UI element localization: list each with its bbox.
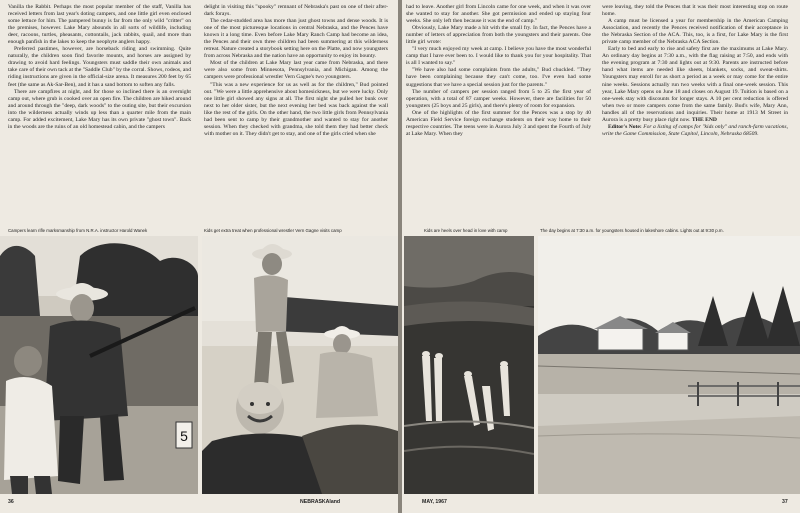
editors-note-label: Editor's Note:: [608, 123, 642, 130]
the-end-mark: THE END: [691, 116, 717, 123]
right-column-1: [406, 4, 591, 138]
target-number: 5: [180, 428, 188, 444]
photo-swimming-kids: [404, 236, 534, 494]
paragraph: There are campfires at night, and for those so inclined there is an overnight camp out, where grub is cooked over an open fire. The children are hiked around and around through the "deep, dark woods" to the outing site, but their excursion into the wilderness actually winds up less than a quarter mile from the main camp. For added excitement, Lake Mary has its own private "ghost town". Back in the woods are the ruins of an old homestead cabin, and the campers: [8, 88, 191, 130]
paragraph: had to leave. Another girl from Lincoln came for one week, and when it was over she wanted to stay for another. She got permission and ended up staying four weeks. She only left then because it was the end of camp.": [406, 4, 591, 25]
left-column-1: [8, 4, 191, 131]
left-page: [0, 0, 398, 513]
editors-note-text: For a listing of camps for "kids only" and ranch-farm vacations, write the Game Commission, State Capitol, Lincoln, Nebraska 68509.: [602, 123, 789, 137]
photo-caption-wrestler: Kids get extra treat when professional wrestler Vern Gagne visits camp: [204, 228, 342, 233]
paragraph: Vanilla the Rabbit. Perhaps the most popular member of the staff, Vanilla has received letters from last year's doting campers, and one little girl even enclosed some lettuce for him. The pampered bunny is far from the only wild "critter" on the premises, however. Lake Mary abounds in all sorts of wildlife, including deer, racoons, turtles, pheasants, cottontails, jack rabbits, quail, and more than enough panfish in the lakes to keep the neophyte anglers happy.: [8, 4, 191, 46]
issue-date: MAY, 1967: [422, 499, 447, 505]
paragraph: Most of the children at Lake Mary last year came from Nebraska, and there were also some from Minnesota, Pennsylvania, and Michigan. Among the campers were professional wrestler Vern Gagne's two youngsters.: [204, 60, 388, 81]
photo-wrestler-visit: [202, 236, 398, 494]
paragraph: [602, 46, 788, 124]
paragraph: One of the highlights of the first summer for the Pences was a stop by 40 American Field Service foreign exchange students on their way home to their respective countries. The teens were in Aurora July 3 and spent the Fourth of July at Lake Mary. When they: [406, 109, 591, 137]
photo-caption-heels: Kids are heels over head in love with camp: [424, 228, 508, 233]
paragraph: delight in visiting this "spooky" remnant of Nebraska's past on one of their after-dark forays.: [204, 4, 388, 18]
paragraph: "We have also had some complaints from the adults," Bud chuckled. "They have been complaining because they can't come, too. I've even had some suggestions that we have a special session just for the parents.": [406, 67, 591, 88]
photo-caption-rifle: Campers learn rifle marksmanship from N.R.A. instructor Harold Wanek: [8, 228, 148, 233]
paragraph: were leaving, they told the Pences that it was their most interesting stop on route home.: [602, 4, 788, 18]
paragraph: "I very much enjoyed my week at camp. I believe you have the most wonderful camp that I have ever been to. I would like to thank you for your hospitality. That is all I wanted to say.": [406, 46, 591, 67]
paragraph: The number of campers per session ranged from 5 to 25 the first year of operation, with a total of 87 camper weeks. However, there are facilities for 50 youngsters (25 boys and 25 girls), and there's plenty of room for expansion.: [406, 88, 591, 109]
paragraph: Obviously, Lake Mary made a hit with the small fry. In fact, the Pences have a number of letters of appreciation from both the youngsters and their parents. One little girl wrote:: [406, 25, 591, 46]
paragraph: A camp must be licensed a year for membership in the American Camping Association, and recently the Pences received notification of their acceptance in the Nebraska Section of the ACA. This, too, is a first, for Lake Mary is the first private camp member of the Nebraska ACA Section.: [602, 18, 788, 46]
magazine-name: NEBRASKAland: [300, 499, 341, 505]
page-number-left: 36: [8, 499, 14, 505]
paragraph-text: Early to bed and early to rise and safety first are the maximums at Lake Mary. An ordinary day begins at 7:30 a.m., with the flag raising at 7:50, and ends with the evening program at 7:30 and lights out at 9:30. Parents are instructed before hand what items are needed like sheets, blankets, socks, and sweat-shirts. Youngsters may enroll for as short a period as a week or may come for the entire nine weeks. Sessions actually run two weeks with a final one-week session. This year, Lake Mary opens on June 18 and closes on August 19. Tuition is based on a one-week stay with discounts for longer stays. A 10 per cent reduction is offered when two or more campers come from the same family. Bud's wife, Mary Ann, handles all of the reservations and inquiries. Their home at 1913 M Street in Aurora is a pretty busy place right now.: [602, 46, 788, 123]
left-column-2: [204, 4, 388, 138]
photo-rifle-marksmanship: [0, 236, 198, 494]
right-page: [402, 0, 800, 513]
photo-lakeshore-cabins: [538, 236, 800, 494]
photo-caption-cabins: The day begins at 7:30 a.m. for youngsters housed in lakeshore cabins. Lights out at 9:30 p.m.: [540, 228, 724, 233]
paragraph: "This was a new experience for us as well as for the children," Bud pointed out. "We were a little apprehensive about homesickness, but we were lucky. Only one little girl showed any signs at all. The first night she pulled her bunk over next to her older sister, but the next evening her bed was back against the wall like the rest of the girls. On the other hand, the two little girls from Pennsylvania had been sent to camp by their grandmother and wanted to stay for another session. When they checked with grandma, she told them they had better check with mother on it. They didn't get to stay, and one of the girls cried when she: [204, 81, 388, 137]
right-column-2: [602, 4, 788, 138]
editors-note: [602, 124, 788, 138]
paragraph: The cedar-studded area has more than just ghost towns and dense woods. It is one of the most picturesque locations in central Nebraska, and the Pences have known it a long time. Even before Lake Mary Ranch Camp had become an idea, the Pences and their own three children had been summering at this wilderness retreat. Nature created a storybook setting here on the Platte, and now youngsters from across Nebraska and the nation have an opportunity to enjoy its bounty.: [204, 18, 388, 60]
paragraph: Preferred pastimes, however, are horseback riding and swimming. Quite naturally, the children soon find favorite mounts, and horses are assigned by drawing to avoid hard feelings. Youngsters must saddle their own animals and take care of their own tack at the "Saddle Club" by the corral. Shows, rodeos, and riding instructions are given in the official-size arena. It measures 200 feet by 65 feet (the same as Ak-Sar-Ben), and it has a sand bottom to soften any falls.: [8, 46, 191, 88]
page-number-right: 37: [782, 499, 788, 505]
